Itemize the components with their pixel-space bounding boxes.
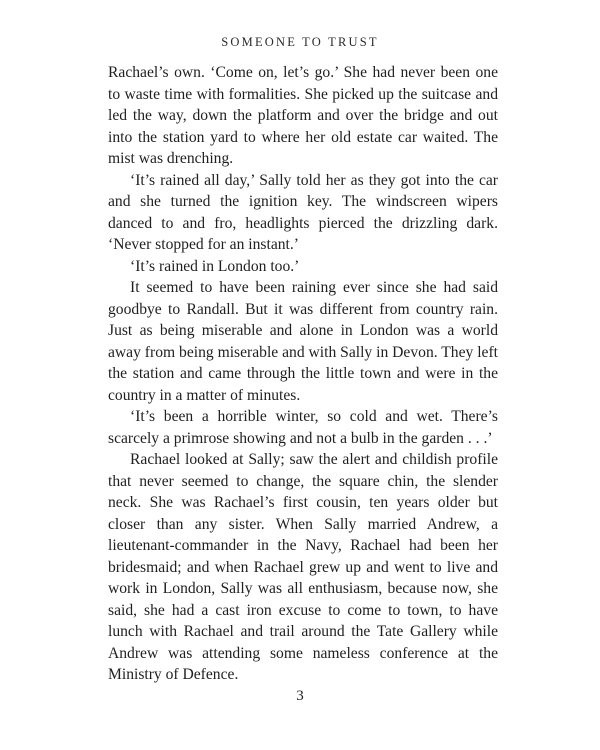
body-text <box>108 62 498 686</box>
page-number: 3 <box>296 688 304 704</box>
paragraph: ‘It’s rained in London too.’ <box>130 257 300 275</box>
paragraph: Rachael’s own. ‘Come on, let’s go.’ She had never been one to waste time with formalities. She picked up the suitcase and led the way, down the platform and over the bridge and out into the station yard to where her old estate car waited. The mist was drenching. <box>108 64 498 167</box>
paragraph: It seemed to have been raining ever since she had said goodbye to Randall. But it was different from country rain. Just as being miserable and alone in London was a world away from being miserable and with Sally in Devon. They left the station and came through the little town and were in the country in a matter of minutes. <box>108 279 498 404</box>
paragraph: Rachael looked at Sally; saw the alert and childish profile that never seemed to change, the square chin, the slender neck. She was Rachael’s first cousin, ten years older but closer than any sister. When Sally married Andrew, a lieutenant-commander in the Navy, Rachael had been her bridesmaid; and when Rachael grew up and went to live and work in London, Sally was all enthusiasm, because now, she said, she had a cast iron excuse to come to town, to have lunch with Rachael and trail around the Tate Gallery while Andrew was attending some nameless conference at the Ministry of Defence. <box>108 451 498 683</box>
running-head: SOMEONE TO TRUST <box>221 35 379 49</box>
paragraph: ‘It’s rained all day,’ Sally told her as they got into the car and she turned the ignition key. The windscreen wipers danced to and fro, headlights pierced the drizzling dark. ‘Never stopped for an instant.’ <box>108 171 498 253</box>
paragraph: ‘It’s been a horrible winter, so cold and wet. There’s scarcely a primrose showing and not a bulb in the garden . . .’ <box>108 408 498 447</box>
